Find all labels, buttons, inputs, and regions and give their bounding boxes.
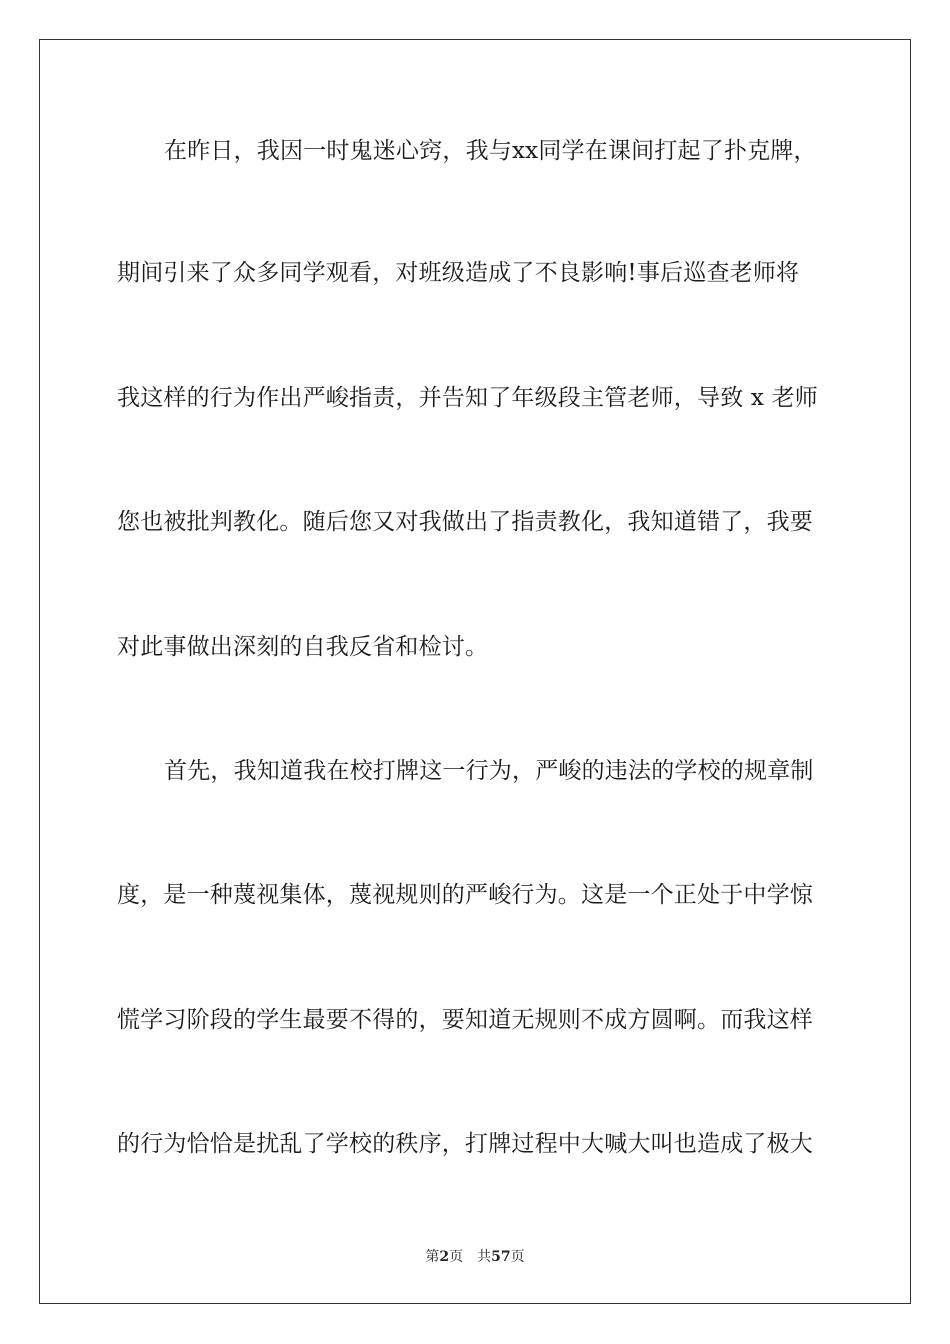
paragraph-1-line-2: 期间引来了众多同学观看，对班级造成了不良影响!事后巡查老师将 — [117, 260, 800, 286]
footer-page-prefix: 第 — [425, 1249, 440, 1265]
paragraph-1-line-1: 在昨日，我因一时鬼迷心窍，我与xx同学在课间打起了扑克牌， — [164, 138, 817, 164]
paragraph-2-line-1: 首先，我知道我在校打牌这一行为，严峻的违法的学校的规章制 — [164, 758, 814, 784]
footer-total-prefix: 共 — [477, 1249, 492, 1265]
page-footer — [0, 1248, 950, 1266]
paragraph-1-line-5: 对此事做出深刻的自我反省和检讨。 — [117, 634, 489, 660]
footer-total-pages: 57 — [491, 1249, 511, 1265]
footer-total-suffix: 页 — [510, 1249, 525, 1265]
paragraph-2-line-4: 的行为恰恰是扰乱了学校的秩序，打牌过程中大喊大叫也造成了极大 — [117, 1131, 813, 1157]
footer-page-suffix: 页 — [449, 1249, 464, 1265]
footer-page-number: 2 — [439, 1249, 450, 1265]
paragraph-2-line-3: 慌学习阶段的学生最要不得的，要知道无规则不成方圆啊。而我这样 — [117, 1007, 813, 1033]
paragraph-2-line-2: 度，是一种蔑视集体，蔑视规则的严峻行为。这是一个正处于中学惊 — [117, 882, 813, 908]
paragraph-1-line-3: 我这样的行为作出严峻指责，并告知了年级段主管老师，导致 x 老师 — [117, 385, 818, 411]
paragraph-1-line-4: 您也被批判教化。随后您又对我做出了指责教化，我知道错了，我要 — [117, 509, 813, 535]
page-border — [39, 39, 911, 1304]
